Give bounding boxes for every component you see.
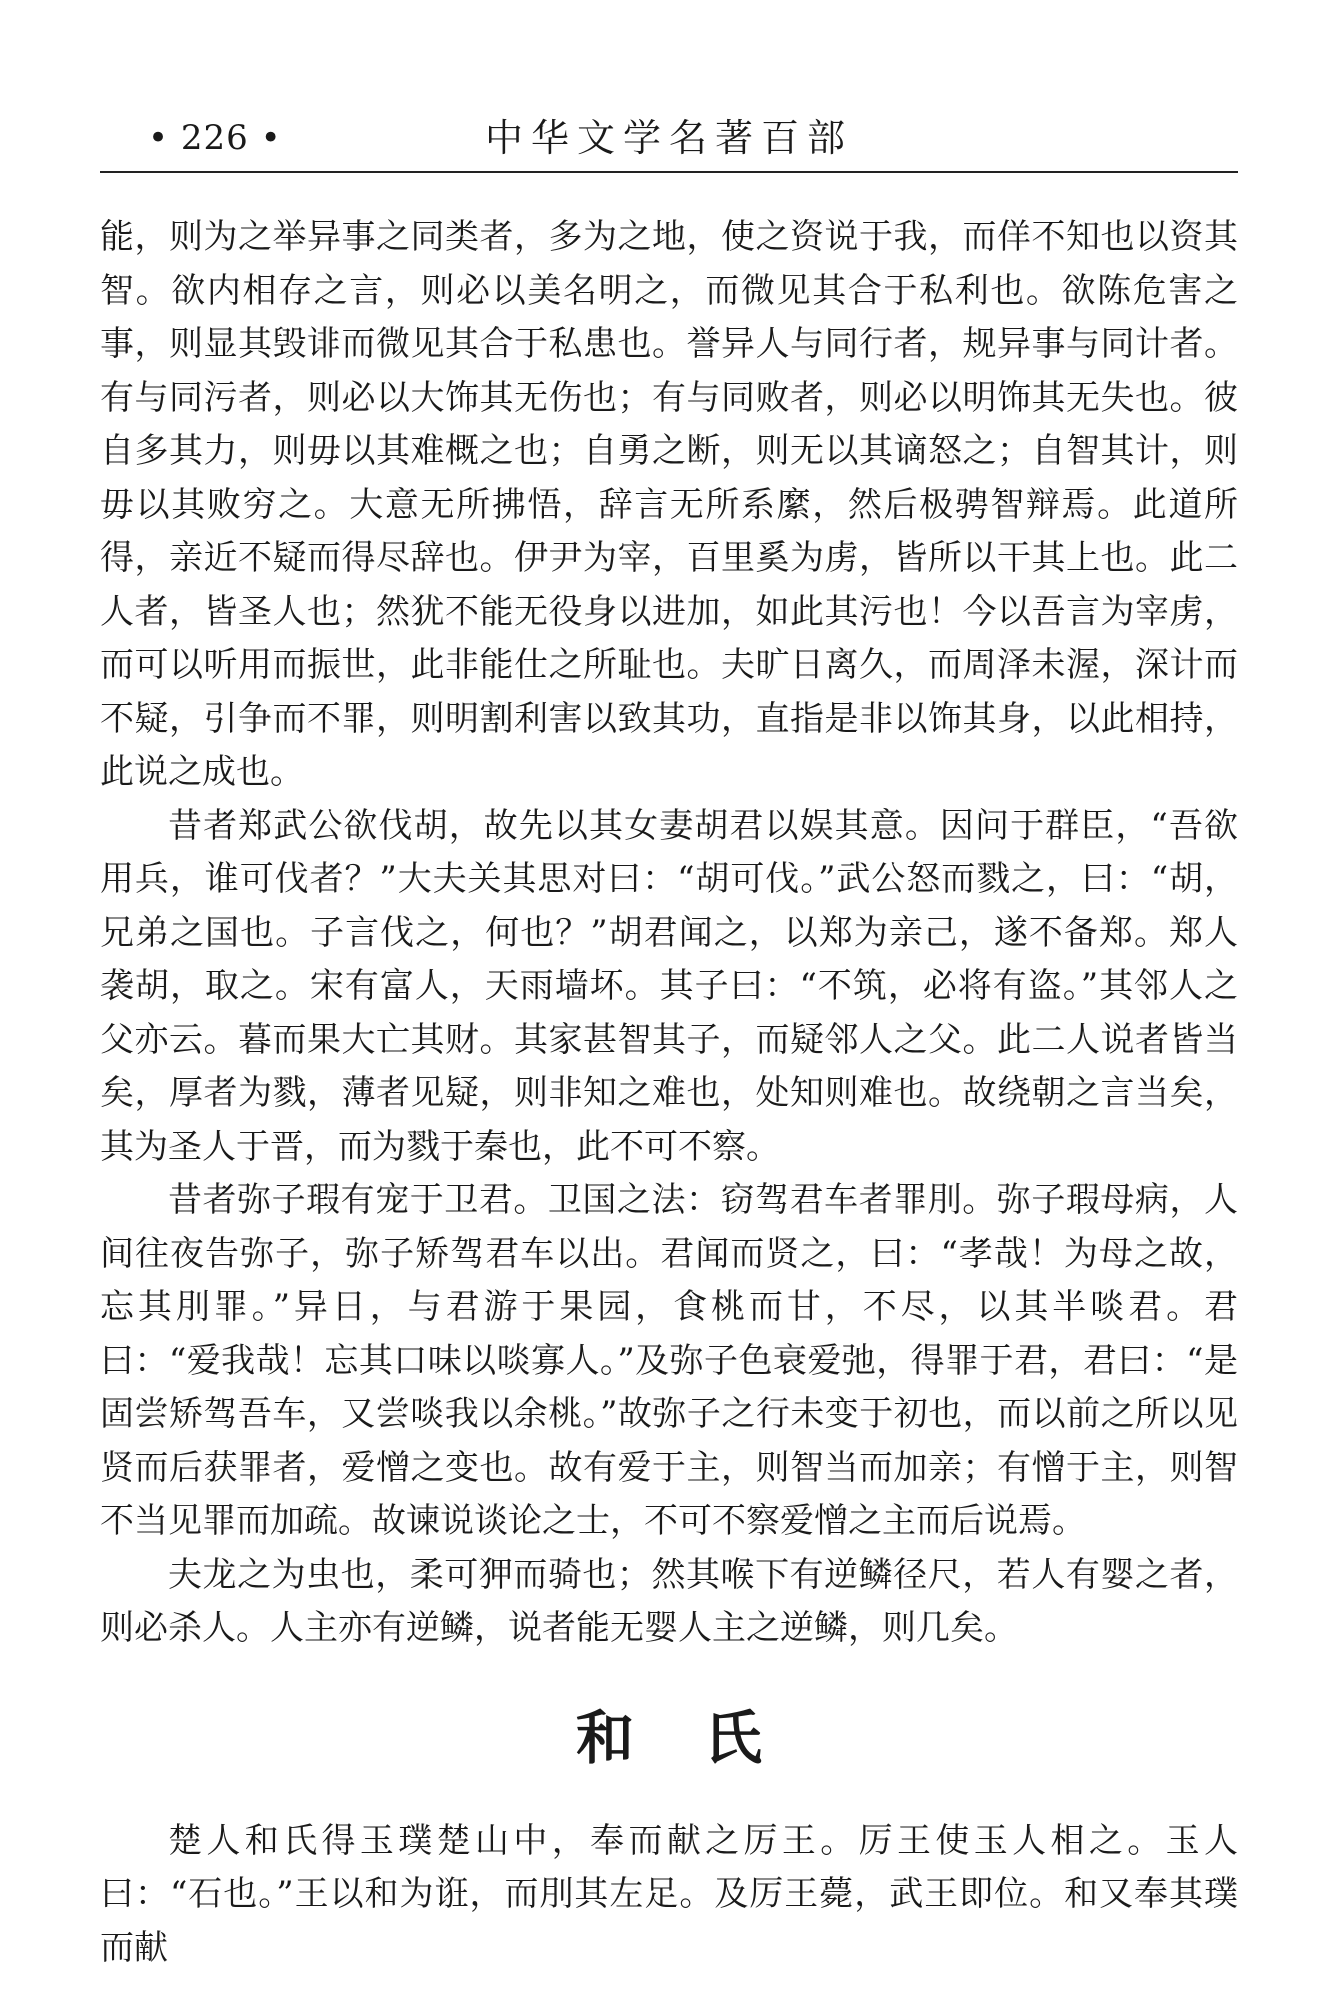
paragraph-continued: 能，则为之举异事之同类者，多为之地，使之资说于我，而佯不知也以资其智。欲内相存之言，则必以美名明之，而微见其合于私利也。欲陈危害之事，则显其毁诽而微见其合于私患也。誉异人与同行者，规异事与同计者。有与同污者，则必以大饰其无伤也；有与同败者，则必以明饰其无失也。彼自多其力，则毋以其难概之也；自勇之断，则无以其谪怒之；自智其计，则毋以其败穷之。大意无所拂悟，辞言无所系縻，然后极骋智辩焉。此道所得，亲近不疑而得尽辞也。伊尹为宰，百里奚为虏，皆所以干其上也。此二人者，皆圣人也；然犹不能无役身以进加，如此其污也！今以吾言为宰虏，而可以听用而振世，此非能仕之所耻也。夫旷日离久，而周泽未渥，深计而不疑，引争而不罪，则明割利害以致其功，直指是非以饰其身，以此相持，此说之成也。 xyxy=(100,217,1238,792)
book-title: 中华文学名著百部 xyxy=(484,116,853,160)
header-rule xyxy=(100,171,1238,173)
body-text xyxy=(100,211,1238,1975)
section-title-char-1: 和 xyxy=(575,1703,634,1772)
running-header xyxy=(100,108,1238,168)
page-number: • 226 • xyxy=(148,118,282,158)
paragraph-dragon: 夫龙之为虫也，柔可狎而骑也；然其喉下有逆鳞径尺，若人有婴之者，则必杀人。人主亦有逆鳞，说者能无婴人主之逆鳞，则几矣。 xyxy=(100,1554,1238,1648)
section-title xyxy=(100,1698,1238,1778)
paragraph-mizi-xia: 昔者弥子瑕有宠于卫君。卫国之法：窃驾君车者罪刖。弥子瑕母病，人间往夜告弥子，弥子矫驾君车以出。君闻而贤之，曰：“孝哉！为母之故，忘其刖罪。”异日，与君游于果园，食桃而甘，不尽，以其半啖君。君曰：“爱我哉！忘其口味以啖寡人。”及弥子色衰爱弛，得罪于君，君曰：“是固尝矫驾吾车，又尝啖我以余桃。”故弥子之行未变于初也，而以前之所以见贤而后获罪者，爱憎之变也。故有爱于主，则智当而加亲；有憎于主，则智不当见罪而加疏。故谏说谈论之士，不可不察爱憎之主而后说焉。 xyxy=(100,1180,1238,1541)
paragraph-zheng-wugong: 昔者郑武公欲伐胡，故先以其女妻胡君以娱其意。因问于群臣，“吾欲用兵，谁可伐者？”大夫关其思对曰：“胡可伐。”武公怒而戮之，曰：“胡，兄弟之国也。子言伐之，何也？”胡君闻之，以郑为亲己，遂不备郑。郑人袭胡，取之。宋有富人，天雨墙坏。其子曰：“不筑，必将有盗。”其邻人之父亦云。暮而果大亡其财。其家甚智其子，而疑邻人之父。此二人说者皆当矣，厚者为戮，薄者见疑，则非知之难也，处知则难也。故绕朝之言当矣，其为圣人于晋，而为戮于秦也，此不可不察。 xyxy=(100,805,1238,1167)
paragraph-he-shi: 楚人和氏得玉璞楚山中，奉而献之厉王。厉王使玉人相之。玉人曰：“石也。”王以和为诳，而刖其左足。及厉王薨，武王即位。和又奉其璞而献 xyxy=(100,1820,1238,1968)
section-title-char-2: 氏 xyxy=(704,1703,763,1772)
